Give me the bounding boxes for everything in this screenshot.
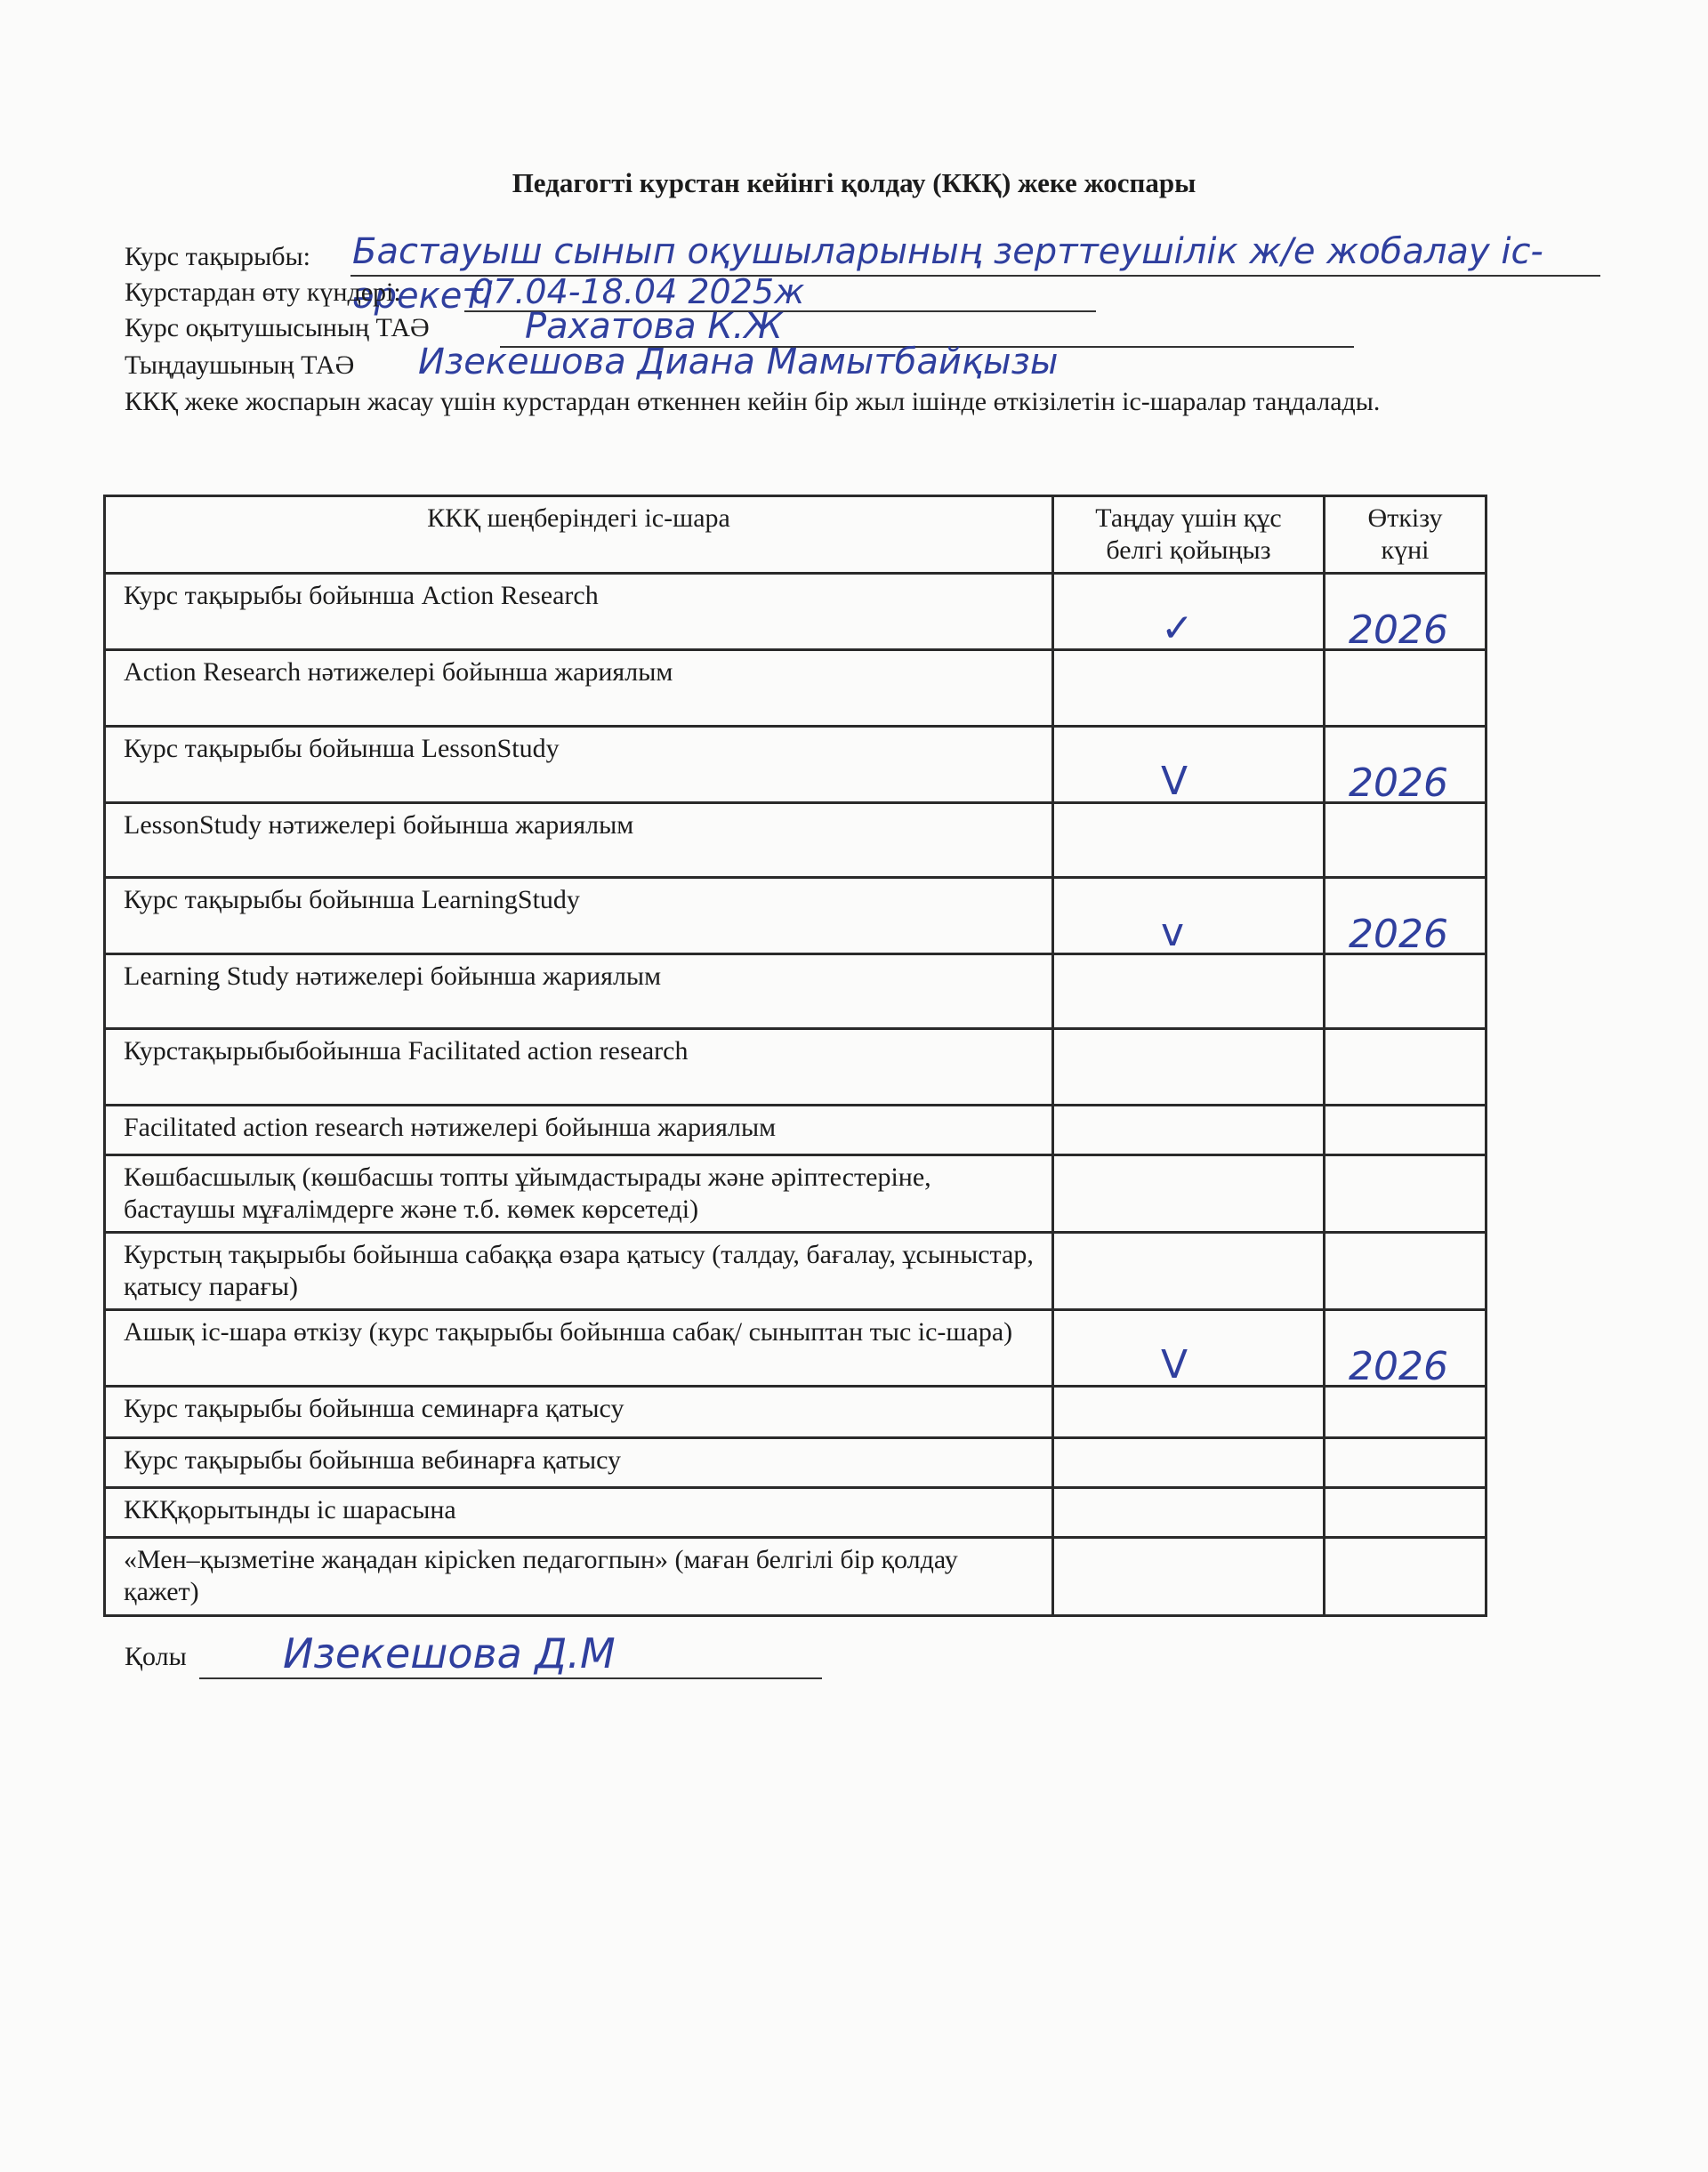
mark-cell[interactable] [1053, 1155, 1325, 1233]
table-row [105, 1106, 1486, 1155]
intro-text: ККҚ жеке жоспарын жасау үшін курстардан өткеннен кейін бір жыл ішінде өткізілетін іс-шаралар таңдалады. [125, 387, 1381, 416]
date-cell[interactable] [1325, 1438, 1486, 1488]
table-row [105, 650, 1486, 727]
check-mark: V [1161, 759, 1188, 804]
mark-cell[interactable] [1053, 803, 1325, 878]
document-title: Педагогті курстан кейінгі қолдау (ККҚ) жеке жоспары [512, 167, 1196, 198]
date-handwritten: 2026 [1349, 607, 1448, 653]
date-cell[interactable] [1325, 1029, 1486, 1106]
table-row [105, 727, 1486, 803]
table-row [105, 1155, 1486, 1233]
teacher-label: Курс оқытушысының ТАӘ [125, 313, 430, 342]
signature-underline [199, 1677, 822, 1679]
mark-cell[interactable] [1053, 1387, 1325, 1438]
activity-cell: Курс тақырыбы бойынша LearningStudy [105, 878, 1053, 954]
mark-cell[interactable] [1053, 650, 1325, 727]
table-row [105, 1029, 1486, 1106]
table-row [105, 1488, 1486, 1538]
mark-cell[interactable] [1053, 574, 1325, 650]
date-cell[interactable] [1325, 954, 1486, 1029]
listener-field [125, 350, 354, 381]
date-cell[interactable] [1325, 1387, 1486, 1438]
mark-cell[interactable] [1053, 954, 1325, 1029]
header-select: Таңдау үшін құс белгі қойыңыз [1053, 496, 1325, 574]
table-row [105, 1538, 1486, 1616]
check-mark: ✓ [1161, 606, 1194, 651]
activity-cell: ККҚқорытынды іс шарасына [105, 1488, 1053, 1538]
date-handwritten: 2026 [1349, 1344, 1448, 1389]
mark-cell[interactable] [1053, 1438, 1325, 1488]
activity-cell: Facilitated action research нәтижелері бойынша жариялым [105, 1106, 1053, 1155]
date-cell[interactable] [1325, 1106, 1486, 1155]
header-activity: ККҚ шеңберіндегі іс-шара [105, 496, 1053, 574]
mark-cell[interactable] [1053, 1106, 1325, 1155]
course-topic-label: Курс тақырыбы: [125, 242, 311, 271]
date-handwritten: 2026 [1349, 912, 1448, 957]
listener-label: Тыңдаушының ТАӘ [125, 350, 355, 380]
signature-label: Қолы [125, 1642, 187, 1671]
activity-cell: Курс тақырыбы бойынша Action Research [105, 574, 1053, 650]
activity-table [103, 495, 1487, 1617]
course-topic-handwritten: Бастауыш сынып оқушыларының зерттеушілік ж/е жобалау іс-әрекеті [352, 231, 1543, 317]
table-row [105, 574, 1486, 650]
activity-cell: Курс тақырыбы бойынша вебинарға қатысу [105, 1438, 1053, 1488]
date-cell[interactable] [1325, 574, 1486, 653]
table-header-row [105, 496, 1486, 574]
activity-cell: Курс тақырыбы бойынша семинарға қатысу [105, 1387, 1053, 1438]
table-row [105, 1233, 1486, 1310]
table-row [105, 954, 1486, 1029]
date-cell[interactable] [1325, 1310, 1486, 1387]
date-cell[interactable] [1325, 1538, 1486, 1616]
table-row [105, 803, 1486, 878]
signature-handwritten: Изекешова Д.М [283, 1629, 616, 1677]
mark-cell[interactable] [1053, 1310, 1325, 1387]
date-cell[interactable] [1325, 1488, 1486, 1538]
date-handwritten: 2026 [1349, 760, 1448, 806]
table-row [105, 878, 1486, 954]
mark-cell[interactable] [1053, 1538, 1325, 1616]
course-dates-label: Курстардан өту күндері: [125, 278, 401, 307]
activity-cell: Курс тақырыбы бойынша LessonStudy [105, 727, 1053, 803]
activity-cell: LessonStudy нәтижелері бойынша жариялым [105, 803, 1053, 878]
date-cell[interactable] [1325, 1155, 1486, 1233]
date-cell[interactable] [1325, 650, 1486, 727]
course-dates-handwritten: 07.04-18.04 2025ж [471, 272, 805, 311]
activity-cell: Learning Study нәтижелері бойынша жариялым [105, 954, 1053, 1029]
date-cell[interactable] [1325, 878, 1486, 957]
table-row [105, 1310, 1486, 1387]
course-dates-field [125, 278, 401, 308]
header-date: Өткізу күні [1325, 496, 1486, 574]
activity-cell: Action Research нәтижелері бойынша жариялым [105, 650, 1053, 727]
mark-cell[interactable] [1053, 878, 1325, 954]
mark-cell[interactable] [1053, 1029, 1325, 1106]
mark-cell[interactable] [1053, 727, 1325, 803]
date-cell[interactable] [1325, 1233, 1486, 1310]
check-mark: V [1161, 1342, 1188, 1388]
teacher-field [125, 313, 430, 343]
mark-cell[interactable] [1053, 1233, 1325, 1310]
activity-cell: Курстақырыбыбойынша Facilitated action research [105, 1029, 1053, 1106]
teacher-handwritten: Рахатова К.Ж [525, 306, 783, 347]
table-row [105, 1387, 1486, 1438]
course-topic-field [125, 242, 310, 272]
date-cell[interactable] [1325, 803, 1486, 878]
table-row [105, 1438, 1486, 1488]
activity-cell: Курстың тақырыбы бойынша сабаққа өзара қатысу (талдау, бағалау, ұсыныстар, қатысу парағы) [105, 1233, 1053, 1310]
activity-cell: Көшбасшылық (көшбасшы топты ұйымдастырады және әріптестеріне, бастаушы мұғалімдерге және т.б. көмек көрсетеді) [105, 1155, 1053, 1233]
mark-cell[interactable] [1053, 1488, 1325, 1538]
listener-handwritten: Изекешова Диана Мамытбайқызы [418, 342, 1059, 382]
activity-cell: Ашық іс-шара өткізу (курс тақырыбы бойынша сабақ/ сыныптан тыс іс-шара) [105, 1310, 1053, 1387]
activity-cell: «Мен–қызметіне жаңадан кірісken педагогпын» (маған белгілі бір қолдау қажет) [105, 1538, 1053, 1616]
date-cell[interactable] [1325, 727, 1486, 806]
check-mark: v [1161, 910, 1185, 955]
